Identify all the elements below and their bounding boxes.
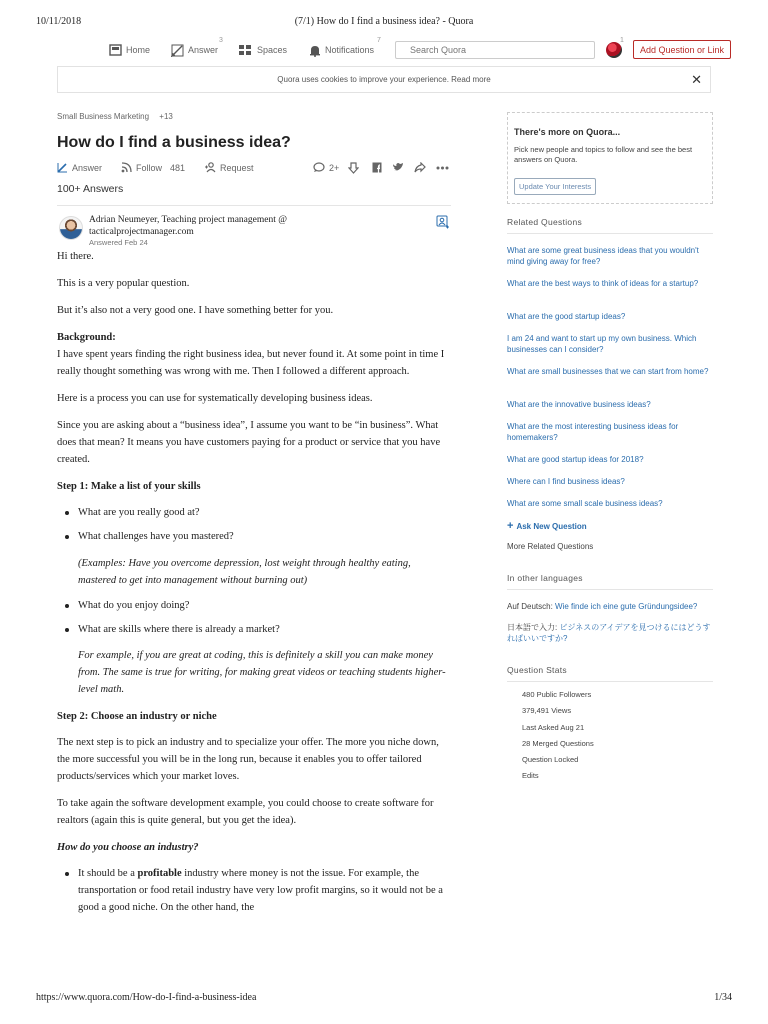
print-title: (7/1) How do I find a business idea? - Quora [294,16,474,27]
list-item [57,865,451,916]
answer-heading-step1: Step 1: Make a list of your skills [57,481,201,492]
answer-heading-background: Background: [57,332,116,343]
answer-badge: 3 [219,37,223,44]
related-question[interactable]: What are the most interesting business ideas for homemakers? [507,422,679,442]
share-icon[interactable] [414,162,426,173]
comments-count: 2+ [329,162,340,173]
main-column [57,112,451,923]
ask-new-label: Ask New Question [516,521,587,531]
related-question[interactable]: What are the best ways to think of ideas for a startup? [507,279,699,288]
more-on-quora-box [507,112,713,204]
stat-locked: Question Locked [522,755,579,764]
answer-heading-choose: How do you choose an industry? [57,842,199,853]
question-actions [57,160,451,180]
follow-button[interactable] [121,162,185,173]
close-icon[interactable]: ✕ [691,72,702,87]
home-icon [109,44,122,56]
answers-count: 100+ Answers [57,183,124,195]
stat-views: 379,491 Views [522,706,572,715]
stat-edits[interactable]: Edits [522,771,539,780]
avatar[interactable] [606,42,622,58]
follow-label: Follow [136,162,163,173]
related-question[interactable]: What are some small scale business ideas? [507,499,663,508]
answer-action-label: Answer [72,162,103,173]
list-item-text: It should be a [78,868,138,879]
request-icon [204,162,216,173]
answer-body [57,248,451,916]
print-footer [36,992,732,1006]
author-name[interactable]: Adrian Neumeyer, Teaching project management @ tacticalprojectmanager.com [89,215,287,237]
comments-button[interactable] [313,162,339,173]
lang-de-link[interactable]: Wie finde ich eine gute Gründungsidee? [555,602,698,611]
stats-heading: Question Stats [507,665,713,682]
related-heading: Related Questions [507,217,713,234]
plus-icon: + [507,520,514,532]
update-interests-button[interactable]: Update Your Interests [514,178,596,195]
topic-list [57,112,451,126]
related-question[interactable]: What are some great business ideas that you wouldn't mind giving away for free? [507,246,699,266]
twitter-icon[interactable] [392,162,404,173]
related-question[interactable]: I am 24 and want to start up my own business. Which businesses can I consider? [507,334,697,354]
list-item: What are you really good at? [57,504,451,521]
cookie-text: Quora uses cookies to improve your experience. Read more [277,75,491,84]
cookie-banner [57,66,711,93]
skills-list-cont [57,597,451,638]
list-item-bold: profitable [137,868,182,879]
skills-list [57,504,451,545]
answer-heading-step2: Step 2: Choose an industry or niche [57,711,217,722]
lang-de-prefix: Auf Deutsch: [507,602,553,611]
print-date: 10/11/2018 [36,16,82,27]
top-nav [0,36,768,64]
downvote-icon[interactable] [348,162,359,174]
answer-paragraph: The next step is to pick an industry and to specialize your offer. The more you niche down, the more successful you will be in the long run, because it enables you to offer tailored products/services which your market loves. [57,737,439,782]
search-input[interactable] [395,41,595,59]
spaces-icon [238,44,253,56]
stat-last-asked: Last Asked Aug 21 [522,723,585,732]
example-note: (Examples: Have you overcome depression, lost weight through healthy eating, mastered to get into management without burning out) [78,558,411,586]
nav-answer-label: Answer [188,45,219,55]
pencil-icon [171,44,184,57]
rss-icon [121,162,132,173]
more-title: There's more on Quora... [514,127,621,137]
more-text: Pick new people and topics to follow and see the best answers on Quora. [514,145,693,164]
add-question-button[interactable]: Add Question or Link [633,40,731,59]
print-page-number: 1/34 [714,992,732,1003]
list-item: What are skills where there is already a market? [57,621,451,638]
nav-answer[interactable] [171,37,223,61]
related-question[interactable]: What are the innovative business ideas? [507,400,651,409]
answer-paragraph: But it’s also not a very good one. I have something better for you. [57,305,334,316]
page-title: How do I find a business idea? [57,134,291,151]
related-question[interactable]: What are good startup ideas for 2018? [507,455,644,464]
author-header [57,214,451,248]
topic-tag[interactable]: Small Business Marketing [57,112,150,121]
answer-action-button[interactable] [57,162,102,173]
stat-merged[interactable]: 28 Merged Questions [522,739,594,748]
related-question[interactable]: What are small businesses that we can start from home? [507,367,709,376]
request-button[interactable] [204,162,254,173]
related-question[interactable]: What are the good startup ideas? [507,312,626,321]
nav-home[interactable] [109,39,150,61]
follow-count: 481 [170,162,186,173]
nav-home-label: Home [126,45,151,55]
industry-list [57,865,451,916]
answer-paragraph: Here is a process you can use for systematically developing business ideas. [57,393,373,404]
request-label: Request [220,162,254,173]
topic-more[interactable]: +13 [159,112,173,121]
list-item-text: industry where money is not the issue. For example, the transportation or food retail industry have very low profit margins, so it would not be a good a good niche. On the other hand, the [78,868,443,913]
answer-date[interactable]: Answered Feb 24 [89,238,148,247]
author-avatar[interactable] [59,216,83,240]
follow-author-icon[interactable] [436,215,450,229]
nav-spaces-label: Spaces [257,45,288,55]
sidebar [507,112,713,780]
answer-paragraph: Hi there. [57,251,94,262]
notifications-badge: 7 [377,37,381,44]
more-options-icon[interactable] [436,166,449,170]
print-header [36,16,732,30]
answer-paragraph: Since you are asking about a “business idea”, I assume you want to be “in business”. What does that mean? It means you have customers paying for a product or service that you have created. [57,420,441,465]
nav-notifications[interactable] [309,37,381,61]
nav-notifications-label: Notifications [325,45,375,55]
example-note: For example, if you are great at coding, this is definitely a skill you can make money from. The same is true for writing, for making great videos or teaching students higher-level math. [78,650,446,695]
list-item: What challenges have you mastered? [57,528,451,545]
answer-paragraph: I have spent years finding the right business idea, but never found it. At some point in time I really thought something was wrong with me. Then I followed a different approach. [57,349,445,377]
lang-ja-link[interactable]: ビジネスのアイデアを見つけるにはどうすればいいですか? [507,623,711,643]
facebook-icon[interactable] [372,162,382,173]
pencil-icon [57,162,68,173]
stat-followers[interactable]: 480 Public Followers [522,690,592,699]
ask-new-question-button[interactable] [507,520,587,532]
languages-heading: In other languages [507,573,713,590]
divider [57,205,451,206]
avatar-badge: 1 [620,37,624,44]
answer-paragraph: This is a very popular question. [57,278,190,289]
bell-icon [309,44,321,57]
related-question[interactable]: Where can I find business ideas? [507,477,625,486]
lang-ja [507,622,713,644]
comment-icon [313,162,325,173]
lang-ja-prefix: 日本語で入力: [507,623,558,632]
print-url: https://www.quora.com/How-do-I-find-a-business-idea [36,992,257,1003]
list-item: What do you enjoy doing? [57,597,451,614]
answer-paragraph: To take again the software development example, you could choose to create software for realtors (again this is quite general, but you get the idea). [57,798,434,826]
lang-de [507,601,713,612]
more-related-link[interactable]: More Related Questions [507,542,594,551]
nav-spaces[interactable] [238,39,287,61]
